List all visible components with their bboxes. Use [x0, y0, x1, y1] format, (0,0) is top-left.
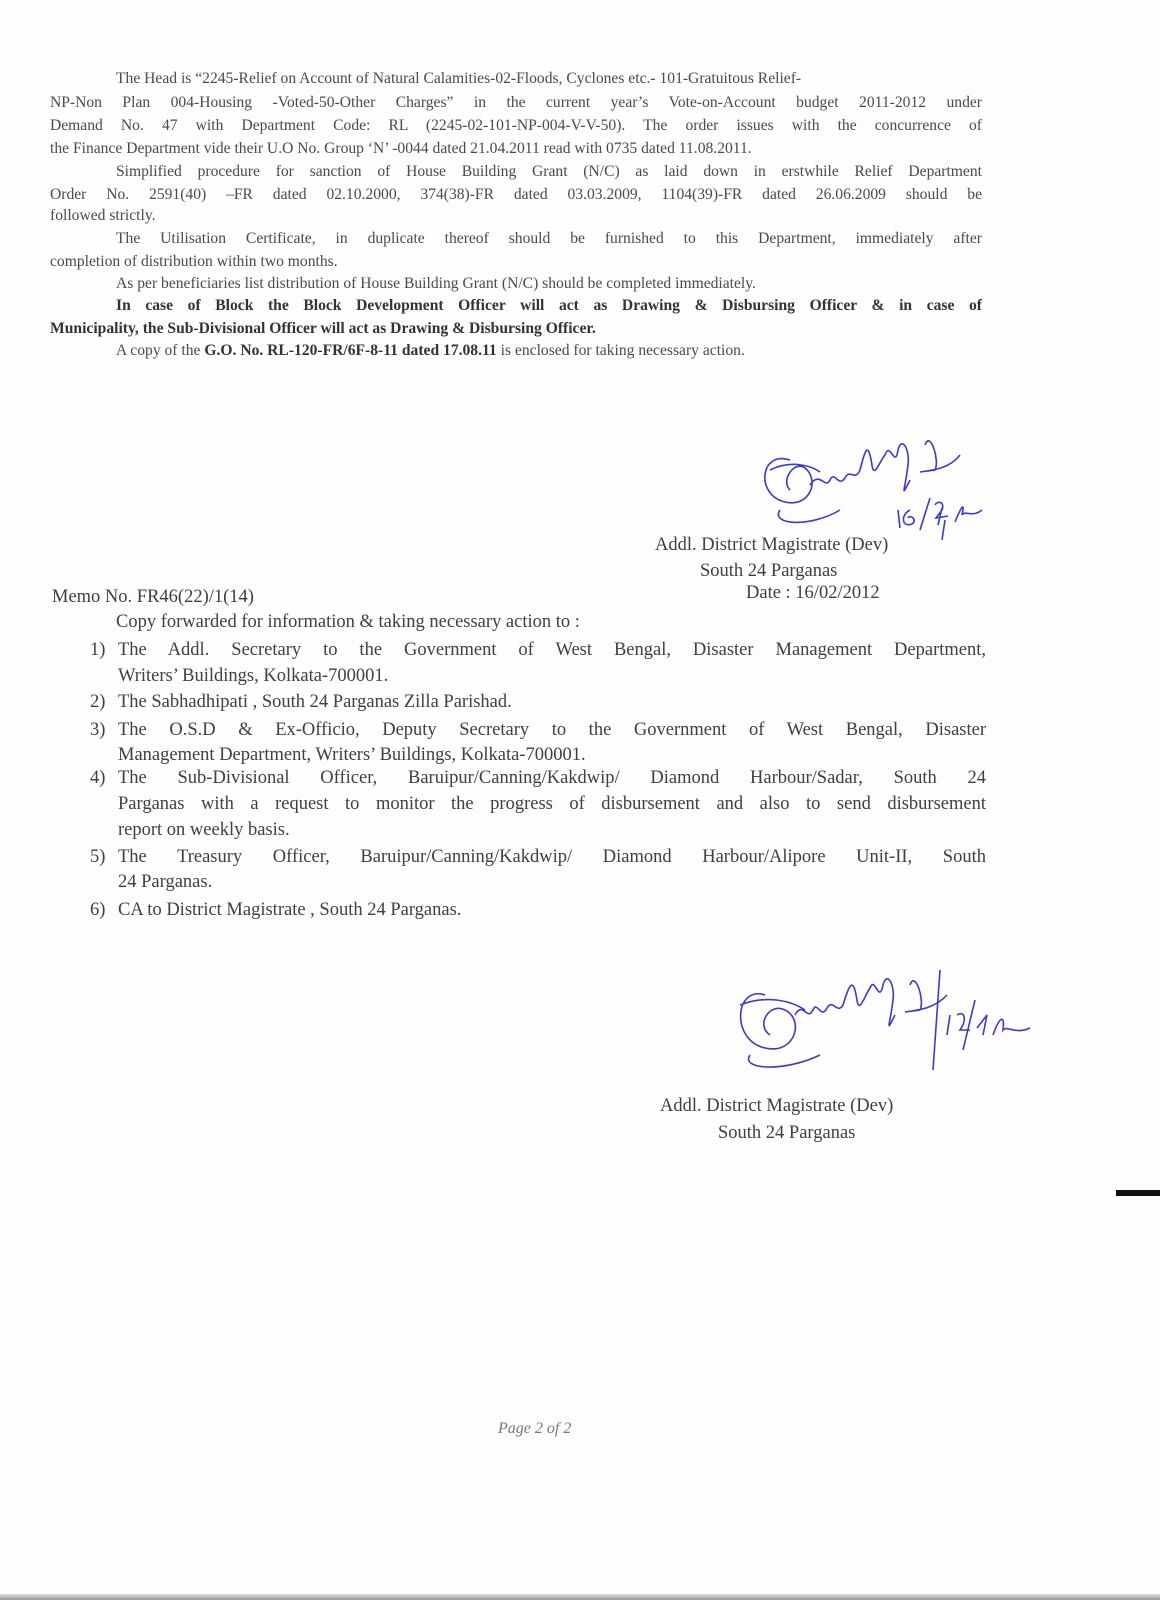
para-head-line-1: The Head is “2245-Relief on Account of Natural Calamities-02-Floods, Cyclones etc.- 101-Gratuitous Relief- — [116, 70, 802, 87]
item-5-line-2: 24 Parganas. — [118, 872, 213, 892]
signature-1-icon — [750, 410, 1030, 540]
signatory-1-designation: Addl. District Magistrate (Dev) — [655, 535, 889, 555]
item-3-line-2: Management Department, Writers’ Buildings, Kolkata-700001. — [118, 745, 586, 765]
go-number: G.O. No. RL-120-FR/6F-8-11 dated 17.08.11 — [204, 342, 497, 359]
item-4-line-3: report on weekly basis. — [118, 820, 290, 840]
signatory-2-district: South 24 Parganas — [718, 1123, 856, 1143]
para-procedure-line-3: followed strictly. — [50, 207, 156, 224]
item-4-line-2: Parganas with a request to monitor the progress of disbursement and also to send disbursement — [118, 794, 986, 814]
para-ddo-line-1: In case of Block the Block Development Officer will act as Drawing & Disbursing Officer & in case of — [116, 297, 982, 314]
item-6-line-1: CA to District Magistrate , South 24 Parganas. — [118, 900, 462, 920]
signatory-2-designation: Addl. District Magistrate (Dev) — [660, 1096, 894, 1116]
scan-bottom-edge — [0, 1594, 1160, 1600]
item-5-number: 5) — [90, 847, 106, 867]
para-head-line-3: Demand No. 47 with Department Code: RL (2245-02-101-NP-004-V-V-50). The order issues with the concurrence of — [50, 117, 982, 134]
item-4-number: 4) — [90, 768, 106, 788]
signature-2-icon — [725, 960, 1055, 1090]
item-3-line-1: The O.S.D & Ex-Officio, Deputy Secretary to the Government of West Bengal, Disaster — [118, 720, 986, 740]
item-4-line-1: The Sub-Divisional Officer, Baruipur/Canning/Kakdwip/ Diamond Harbour/Sadar, South 24 — [118, 768, 986, 788]
para-head-line-4: the Finance Department vide their U.O No. Group ‘N’ -0044 dated 21.04.2011 read with 0735 dated 11.08.2011. — [50, 140, 752, 157]
memo-intro: Copy forwarded for information & taking necessary action to : — [116, 612, 580, 632]
para-procedure-line-1: Simplified procedure for sanction of House Building Grant (N/C) as laid down in erstwhile Relief Department — [116, 163, 982, 180]
para-head-line-2: NP-Non Plan 004-Housing -Voted-50-Other Charges” in the current year’s Vote-on-Account budget 2011-2012 under — [50, 94, 982, 111]
item-1-line-2: Writers’ Buildings, Kolkata-700001. — [118, 666, 389, 686]
scan-edge-mark — [1116, 1190, 1160, 1196]
para-procedure-line-2: Order No. 2591(40) –FR dated 02.10.2000, 374(38)-FR dated 03.03.2009, 1104(39)-FR dated 26.06.2009 should be — [50, 186, 982, 203]
para-certificate-line-2: completion of distribution within two months. — [50, 253, 338, 270]
signatory-1-district: South 24 Parganas — [700, 561, 838, 581]
item-1-line-1: The Addl. Secretary to the Government of West Bengal, Disaster Management Department, — [118, 640, 986, 660]
item-2-number: 2) — [90, 692, 106, 712]
para-ddo-line-2: Municipality, the Sub-Divisional Officer will act as Drawing & Disbursing Officer. — [50, 320, 596, 337]
item-6-number: 6) — [90, 900, 106, 920]
item-5-line-1: The Treasury Officer, Baruipur/Canning/Kakdwip/ Diamond Harbour/Alipore Unit-II, South — [118, 847, 986, 867]
page-number: Page 2 of 2 — [498, 1420, 572, 1437]
para-certificate-line-1: The Utilisation Certificate, in duplicate thereof should be furnished to this Department, immediately after — [116, 230, 982, 247]
memo-date: Date : 16/02/2012 — [746, 583, 880, 603]
item-1-number: 1) — [90, 640, 106, 660]
item-3-number: 3) — [90, 720, 106, 740]
para-beneficiaries: As per beneficiaries list distribution of House Building Grant (N/C) should be completed immediately. — [116, 275, 756, 292]
item-2-line-1: The Sabhadhipati , South 24 Parganas Zilla Parishad. — [118, 692, 512, 712]
para-go-copy — [116, 342, 745, 360]
go-post: is enclosed for taking necessary action. — [496, 342, 745, 359]
go-pre: A copy of the — [116, 342, 205, 359]
memo-number: Memo No. FR46(22)/1(14) — [52, 587, 254, 607]
